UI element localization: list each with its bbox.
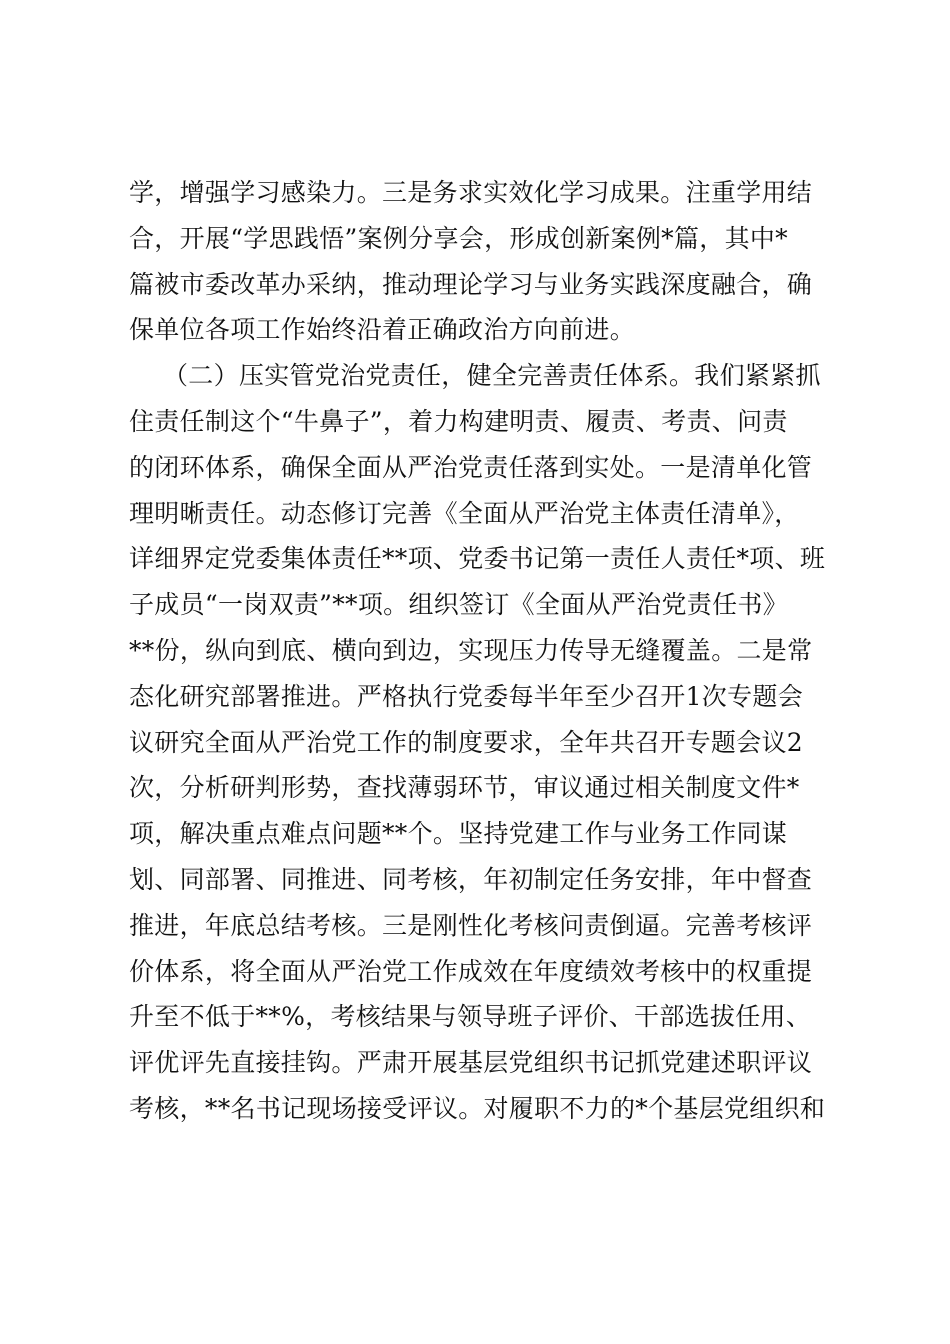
text-line: 次，分析研判形势，查找薄弱环节，审议通过相关制度文件* — [129, 773, 800, 803]
text-line: 的闭环体系，确保全面从严治党责任落到实处。一是清单化管 — [129, 452, 813, 482]
text-line: 篇被市委改革办采纳，推动理论学习与业务实践深度融合，确 — [129, 269, 813, 299]
text-line: 子成员“一岗双责”**项。组织签订《全面从严治党责任书》 — [129, 590, 788, 620]
text-line: 划、同部署、同推进、同考核，年初制定任务安排，年中督查 — [129, 864, 813, 894]
text-line: 住责任制这个“牛鼻子”，着力构建明责、履责、考责、问责 — [129, 406, 788, 436]
text-line: 议研究全面从严治党工作的制度要求，全年共召开专题会议2 — [129, 727, 804, 757]
section-heading-line: （二）压实管党治党责任，健全完善责任体系。我们紧紧抓 — [163, 361, 821, 391]
body-text — [129, 170, 829, 1132]
text-line: 推进，年底总结考核。三是刚性化考核问责倒逼。完善考核评 — [129, 910, 813, 940]
text-line: 学，增强学习感染力。三是务求实效化学习成果。注重学用结 — [129, 178, 813, 207]
text-line: 态化研究部署推进。严格执行党委每半年至少召开1次专题会 — [129, 681, 804, 711]
text-line: 保单位各项工作始终沿着正确政治方向前进。 — [129, 315, 636, 345]
text-line: 评优评先直接挂钩。严肃开展基层党组织书记抓党建述职评议 — [129, 1048, 813, 1078]
text-line: **份，纵向到底、横向到边，实现压力传导无缝覆盖。二是常 — [129, 635, 813, 665]
text-line: 价体系，将全面从严治党工作成效在年度绩效考核中的权重提 — [129, 956, 813, 986]
text-line: 项，解决重点难点问题**个。坚持党建工作与业务工作同谋 — [129, 819, 788, 849]
text-line: 详细界定党委集体责任**项、党委书记第一责任人责任*项、班 — [129, 544, 826, 574]
text-line: 理明晰责任。动态修订完善《全面从严治党主体责任清单》， — [129, 498, 800, 528]
text-line: 合，开展“学思践悟”案例分享会，形成创新案例*篇，其中* — [129, 223, 788, 253]
text-line: 考核，**名书记现场接受评议。对履职不力的*个基层党组织和 — [129, 1093, 826, 1123]
text-line: 升至不低于**%，考核结果与领导班子评价、干部选拔任用、 — [129, 1002, 812, 1032]
